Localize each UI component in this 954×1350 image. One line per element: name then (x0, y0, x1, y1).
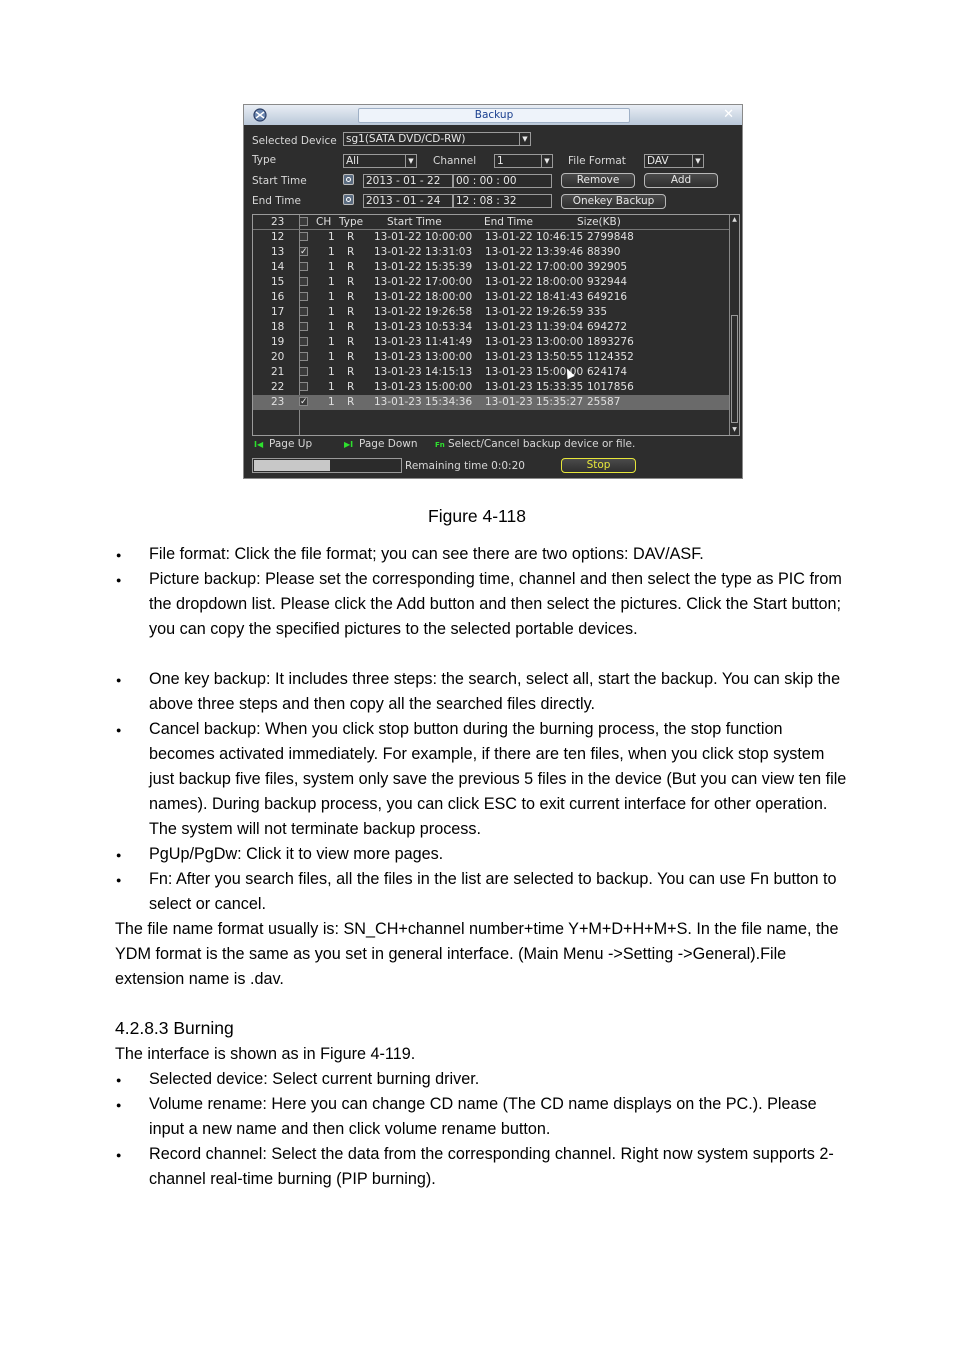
row-size: 932944 (587, 276, 628, 288)
section-intro: The interface is shown as in Figure 4-119. (115, 1045, 416, 1063)
row-channel: 1 (328, 336, 335, 348)
bullet-dot: ● (116, 575, 122, 585)
row-size: 1893276 (587, 336, 634, 348)
table-row[interactable] (253, 335, 729, 350)
app-logo-icon (252, 107, 268, 123)
row-checkbox[interactable] (299, 277, 308, 286)
row-checkbox[interactable]: ✓ (300, 247, 308, 257)
figure-caption: Figure 4-118 (428, 506, 526, 526)
table-row[interactable] (253, 320, 729, 335)
row-size: 88390 (587, 246, 621, 258)
row-channel: 1 (328, 396, 335, 408)
chevron-down-icon: ▼ (541, 155, 552, 167)
row-type: R (347, 261, 355, 273)
row-channel: 1 (328, 276, 335, 288)
row-end-time: 13-01-23 13:00:00 (485, 336, 584, 348)
chevron-down-icon: ▼ (519, 133, 530, 145)
row-number: 13 (271, 246, 285, 258)
row-size: 2799848 (587, 231, 634, 243)
row-size: 694272 (587, 321, 628, 333)
row-checkbox[interactable] (299, 262, 308, 271)
row-end-time: 13-01-23 15:33:35 (485, 381, 584, 393)
row-start-time: 13-01-22 17:00:00 (374, 276, 473, 288)
channel-value: 1 (497, 155, 504, 167)
table-row[interactable] (253, 260, 729, 275)
bullet-text: Record channel: Select the data from the corresponding channel. Right now system supports 2-channel real-time burning (PIP burning). (149, 1145, 834, 1188)
remove-button[interactable]: Remove (561, 173, 635, 188)
row-type: R (347, 321, 355, 333)
row-size: 25587 (587, 396, 621, 408)
progress-fill (254, 460, 330, 471)
stop-button[interactable]: Stop (561, 458, 636, 473)
bullet-dot: ● (116, 1075, 122, 1085)
row-channel: 1 (328, 261, 335, 273)
header-end-time: End Time (484, 216, 533, 228)
selected-device-select[interactable] (343, 132, 531, 146)
row-start-time: 13-01-22 18:00:00 (374, 291, 473, 303)
bullet-text: PgUp/PgDw: Click it to view more pages. (149, 845, 444, 863)
list-rows (253, 230, 729, 410)
row-number: 18 (271, 321, 285, 333)
bullet-text: Picture backup: Please set the corresponding time, channel and then select the type as PIC from the dropdown list. Please click the Add button and then select the pictures. Click the Start button; you can copy the specified pictures to the selected portable devices. (149, 570, 842, 638)
page-up-icon[interactable]: I◀ (254, 440, 264, 449)
table-row[interactable] (253, 275, 729, 290)
row-type: R (347, 246, 355, 258)
row-start-time: 13-01-22 13:31:03 (374, 246, 473, 258)
bullet-dot: ● (116, 725, 122, 735)
scrollbar[interactable] (729, 215, 739, 435)
file-format-select[interactable] (644, 154, 704, 168)
row-channel: 1 (328, 246, 335, 258)
filename-paragraph: The file name format usually is: SN_CH+channel number+time Y+M+D+H+M+S. In the file name, the YDM format is the same as you set in general interface. (Main Menu ->Setting ->General).File extension name is .dav. (115, 920, 839, 988)
row-channel: 1 (328, 351, 335, 363)
bullet-dot: ● (116, 850, 122, 860)
type-select[interactable] (343, 154, 417, 168)
backup-window (243, 104, 743, 479)
table-row[interactable] (253, 380, 729, 395)
row-end-time: 13-01-22 18:00:00 (485, 276, 584, 288)
row-number: 22 (271, 381, 285, 393)
bullet-text: Volume rename: Here you can change CD name (The CD name displays on the PC.). Please input a new name and then click volume rename button. (149, 1095, 817, 1138)
page-down-icon[interactable]: ▶I (344, 440, 354, 449)
row-end-time: 13-01-23 13:50:55 (485, 351, 584, 363)
bullet-dot: ● (116, 1100, 122, 1110)
bullet-dot: ● (116, 1150, 122, 1160)
row-type: R (347, 351, 355, 363)
row-checkbox[interactable] (299, 382, 308, 391)
row-type: R (347, 366, 355, 378)
title-bar (244, 105, 742, 125)
end-date-input[interactable]: 2013 - 01 - 24 (363, 194, 453, 208)
row-start-time: 13-01-22 19:26:58 (374, 306, 473, 318)
row-size: 624174 (587, 366, 628, 378)
scroll-up-icon[interactable]: ▲ (732, 216, 737, 223)
row-type: R (347, 396, 355, 408)
channel-label: Channel (433, 155, 477, 167)
row-start-time: 13-01-22 15:35:39 (374, 261, 473, 273)
start-date-input[interactable]: 2013 - 01 - 22 (363, 174, 453, 188)
start-clock-input[interactable]: 00 : 00 : 00 (453, 174, 552, 188)
file-list (252, 214, 740, 436)
section-heading: 4.2.8.3 Burning (115, 1018, 234, 1038)
row-channel: 1 (328, 381, 335, 393)
row-checkbox[interactable] (299, 322, 308, 331)
header-type: Type (339, 216, 364, 228)
row-channel: 1 (328, 366, 335, 378)
bullet-text: Cancel backup: When you click stop button during the burning process, the stop function becomes activated immediately. For example, if there are ten files, when you click stop system just backup five files, system only save the previous 5 files in the device (But you can view ten file names). During backup process, you can click ESC to exit current interface for other operation. The system will not terminate backup process. (149, 720, 847, 838)
row-number: 15 (271, 276, 285, 288)
row-type: R (347, 306, 355, 318)
calendar-icon[interactable] (343, 194, 354, 205)
scroll-thumb[interactable] (731, 315, 738, 423)
header-ch: CH (316, 216, 332, 228)
row-number: 19 (271, 336, 285, 348)
header-size: Size(KB) (577, 216, 621, 228)
row-start-time: 13-01-22 10:00:00 (374, 231, 473, 243)
scroll-down-icon[interactable]: ▼ (732, 426, 737, 433)
table-row[interactable] (253, 395, 729, 410)
table-row[interactable] (253, 230, 729, 245)
row-size: 1124352 (587, 351, 634, 363)
row-type: R (347, 276, 355, 288)
row-checkbox[interactable] (299, 307, 308, 316)
row-channel: 1 (328, 231, 335, 243)
row-size: 649216 (587, 291, 628, 303)
bullet-dot: ● (116, 675, 122, 685)
fn-hint: Select/Cancel backup device or file. (448, 438, 636, 450)
row-number: 17 (271, 306, 285, 318)
row-channel: 1 (328, 306, 335, 318)
header-count: 23 (271, 216, 285, 228)
row-type: R (347, 336, 355, 348)
row-start-time: 13-01-23 14:15:13 (374, 366, 473, 378)
bullet-text: Fn: After you search files, all the files in the list are selected to backup. You can use Fn button to select or cancel. (149, 870, 837, 913)
row-start-time: 13-01-23 13:00:00 (374, 351, 473, 363)
chevron-down-icon: ▼ (405, 155, 416, 167)
row-start-time: 13-01-23 15:00:00 (374, 381, 473, 393)
selected-device-label: Selected Device (252, 135, 337, 147)
bullet-text: Selected device: Select current burning driver. (149, 1070, 480, 1088)
row-channel: 1 (328, 291, 335, 303)
chevron-down-icon: ▼ (692, 155, 703, 167)
add-button[interactable]: Add (644, 173, 718, 188)
row-checkbox[interactable] (299, 337, 308, 346)
onekey-backup-button[interactable]: Onekey Backup (561, 194, 666, 209)
row-number: 14 (271, 261, 285, 273)
start-time-label: Start Time (252, 175, 307, 187)
row-end-time: 13-01-23 15:00:00 (485, 366, 584, 378)
row-start-time: 13-01-23 10:53:34 (374, 321, 473, 333)
row-number: 12 (271, 231, 285, 243)
row-end-time: 13-01-22 19:26:59 (485, 306, 584, 318)
row-number: 23 (271, 396, 285, 408)
row-channel: 1 (328, 321, 335, 333)
row-end-time: 13-01-22 18:41:43 (485, 291, 584, 303)
row-size: 392905 (587, 261, 628, 273)
selected-device-value: sg1(SATA DVD/CD-RW) (346, 133, 466, 145)
file-format-value: DAV (647, 155, 669, 167)
backup-progress-bar (252, 458, 402, 473)
row-type: R (347, 381, 355, 393)
calendar-icon[interactable] (343, 174, 354, 185)
row-start-time: 13-01-23 15:34:36 (374, 396, 473, 408)
bullet-text: File format: Click the file format; you can see there are two options: DAV/ASF. (149, 545, 704, 563)
row-size: 1017856 (587, 381, 634, 393)
row-checkbox[interactable] (299, 352, 308, 361)
row-number: 21 (271, 366, 285, 378)
type-label: Type (252, 154, 277, 166)
row-number: 16 (271, 291, 285, 303)
row-type: R (347, 231, 355, 243)
row-end-time: 13-01-22 17:00:00 (485, 261, 584, 273)
fn-key-icon: Fn (435, 441, 445, 449)
row-checkbox[interactable] (299, 367, 308, 376)
remaining-time: Remaining time 0:0:20 (405, 460, 525, 472)
file-format-label: File Format (568, 155, 626, 167)
row-start-time: 13-01-23 11:41:49 (374, 336, 473, 348)
table-row[interactable] (253, 290, 729, 305)
channel-select[interactable] (494, 154, 553, 168)
row-size: 335 (587, 306, 608, 318)
select-all-checkbox[interactable] (299, 217, 308, 226)
row-type: R (347, 291, 355, 303)
row-end-time: 13-01-23 11:39:04 (485, 321, 584, 333)
row-checkbox[interactable]: ✓ (300, 397, 308, 407)
row-end-time: 13-01-22 13:39:46 (485, 246, 584, 258)
list-header (253, 215, 729, 230)
end-clock-input[interactable]: 12 : 08 : 32 (453, 194, 552, 208)
close-icon[interactable]: ✕ (723, 107, 734, 122)
row-checkbox[interactable] (299, 292, 308, 301)
table-row[interactable] (253, 245, 729, 260)
bullet-dot: ● (116, 550, 122, 560)
page-down-label[interactable]: Page Down (359, 438, 418, 450)
page-up-label[interactable]: Page Up (269, 438, 313, 450)
table-row[interactable] (253, 305, 729, 320)
row-end-time: 13-01-23 15:35:27 (485, 396, 584, 408)
header-start-time: Start Time (387, 216, 442, 228)
table-row[interactable] (253, 350, 729, 365)
bullet-dot: ● (116, 875, 122, 885)
row-number: 20 (271, 351, 285, 363)
window-title: Backup (358, 108, 630, 123)
row-end-time: 13-01-22 10:46:15 (485, 231, 584, 243)
table-row[interactable] (253, 365, 729, 380)
type-value: All (346, 155, 360, 167)
row-checkbox[interactable] (299, 232, 308, 241)
bullet-text: One key backup: It includes three steps: the search, select all, start the backup. You can skip the above three steps and then copy all the searched files directly. (149, 670, 841, 713)
end-time-label: End Time (252, 195, 301, 207)
